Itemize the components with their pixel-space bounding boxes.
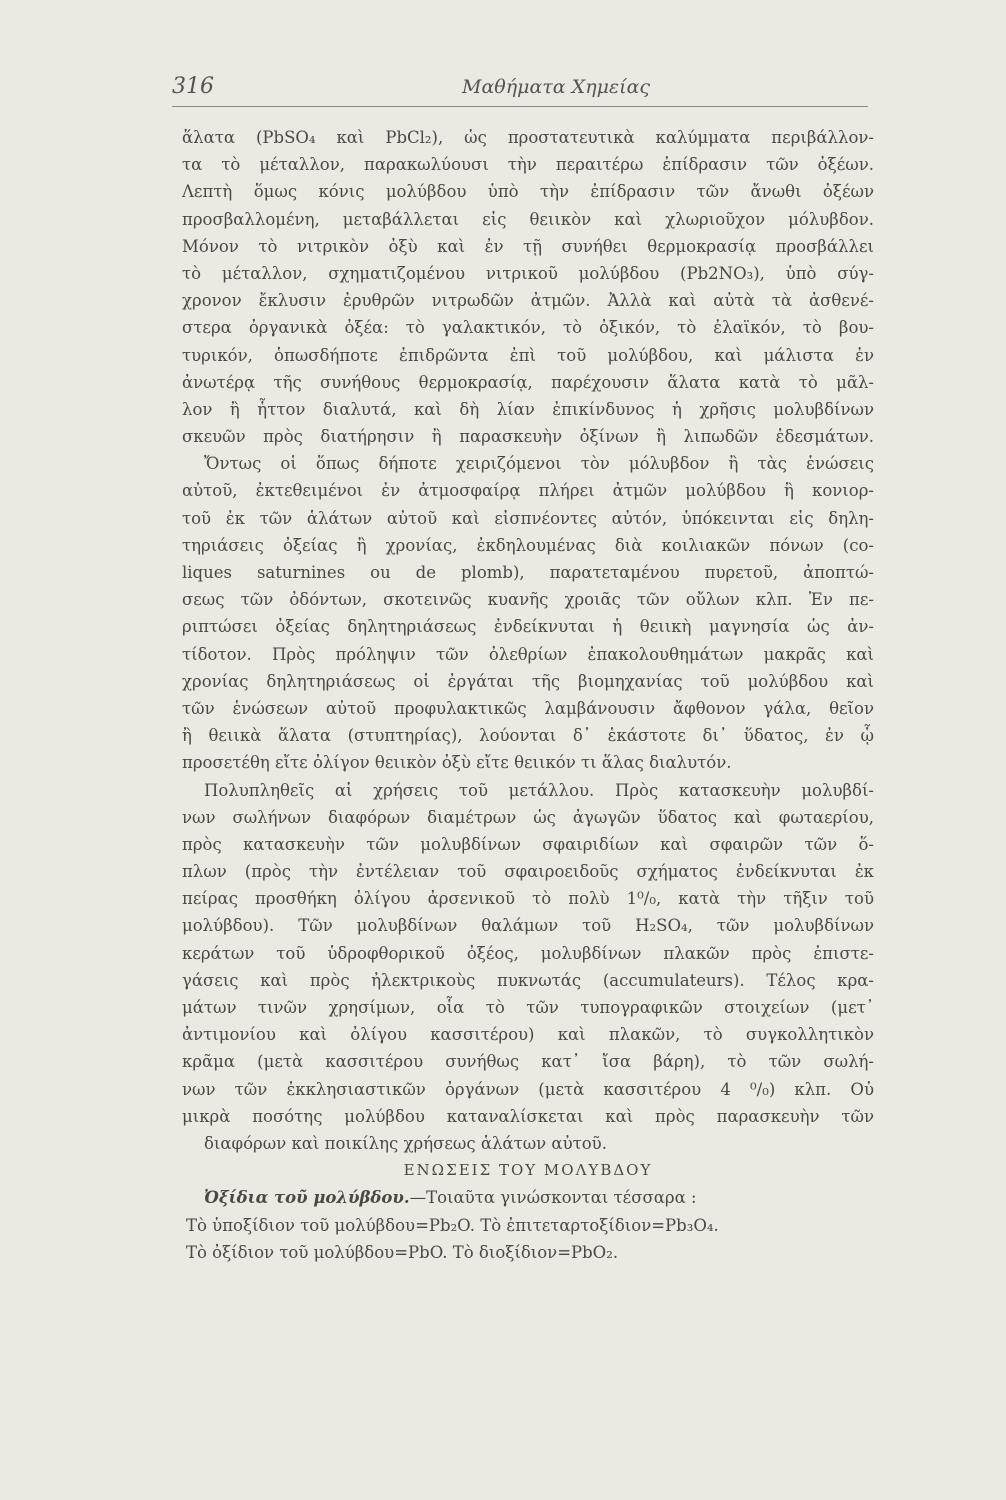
text-line: νων σωλήνων διαφόρων διαμέτρων ὡς ἀγωγῶν ὕδατος καὶ φωταερίου, — [182, 807, 874, 827]
formula-line: Τὸ ὑποξίδιον τοῦ μολύβδου=Pb₂O. Τὸ ἐπιτεταρτοξίδιον=Pb₃O₄. — [186, 1215, 719, 1235]
text-line: σκευῶν πρὸς διατήρησιν ἢ παρασκευὴν ὀξίνων ἢ λιπωδῶν ἐδεσμάτων. — [182, 427, 874, 447]
text-line: Ὄντως οἱ ὅπως δήποτε χειριζόμενοι τὸν μόλυβδον ἢ τὰς ἑνώσεις — [204, 454, 874, 474]
subheading-line — [182, 1184, 874, 1211]
text-line: Μόνον τὸ νιτρικὸν ὀξὺ καὶ ἐν τῇ συνήθει θερμοκρασίᾳ προσβάλλει — [182, 236, 874, 256]
text-line: προσβαλλομένη, μεταβάλλεται εἰς θειικὸν καὶ χλωριοῦχον μόλυβδον. — [182, 209, 874, 229]
subheading-title: Ὀξίδια τοῦ μολύβδου. — [204, 1188, 410, 1208]
text-line: κεράτων τοῦ ὑδροφθορικοῦ ὀξέος, μολυβδίνων πλακῶν πρὸς ἐπιστε- — [182, 943, 874, 963]
text-line: ἀνωτέρᾳ τῆς συνήθους θερμοκρασίᾳ, παρέχουσιν ἅλατα κατὰ τὸ μᾶλ- — [182, 372, 874, 392]
text-line: τίδοτον. Πρὸς πρόληψιν τῶν ὀλεθρίων ἐπακολουθημάτων μακρᾶς καὶ — [182, 644, 874, 664]
text-line: πρὸς κατασκευὴν τῶν μολυβδίνων σφαιριδίων καὶ σφαιρῶν τῶν ὅ- — [182, 834, 874, 854]
text-line: ἀντιμονίου καὶ ὀλίγου κασσιτέρου) καὶ πλακῶν, τὸ συγκολλητικὸν — [182, 1025, 874, 1045]
body-text — [182, 124, 874, 1266]
page-header — [172, 70, 868, 107]
text-line: νων τῶν ἐκκλησιαστικῶν ὀργάνων (μετὰ κασσιτέρου 4 ⁰/₀) κλπ. Οὐ — [182, 1079, 874, 1099]
running-title: Μαθήματα Χημείας — [462, 76, 651, 98]
text-line: ἅλατα (PbSO₄ καὶ PbCl₂), ὡς προστατευτικὰ καλύμματα περιβάλλον- — [182, 128, 874, 147]
text-line: γάσεις καὶ πρὸς ἠλεκτρικοὺς πυκνωτάς (accumulateurs). Τέλος κρα- — [182, 970, 874, 990]
text-line: μάτων τινῶν χρησίμων, οἷα τὸ τῶν τυπογραφικῶν στοιχείων (μετ᾽ — [182, 998, 874, 1017]
section-heading: ΕΝΩΣΕΙΣ ΤΟΥ ΜΟΛΥΒΔΟΥ — [403, 1161, 653, 1180]
text-line: τηριάσεις ὀξείας ἢ χρονίας, ἐκδηλουμένας διὰ κοιλιακῶν πόνων (co- — [182, 535, 874, 555]
text-line: τοῦ ἐκ τῶν ἁλάτων αὐτοῦ καὶ εἰσπνέοντες αὐτόν, ὑπόκεινται εἰς δηλη- — [182, 508, 874, 528]
text-line: Πολυπληθεῖς αἱ χρήσεις τοῦ μετάλλου. Πρὸς κατασκευὴν μολυβδί- — [204, 780, 874, 800]
page-number: 316 — [172, 74, 214, 99]
subheading-text: —Τοιαῦτα γινώσκονται τέσσαρα : — [409, 1188, 697, 1208]
text-line: πείρας προσθήκη ὀλίγου ἀρσενικοῦ τὸ πολὺ 1⁰/₀, κατὰ τὴν τῆξιν τοῦ — [182, 889, 874, 909]
text-line: αὐτοῦ, ἐκτεθειμένοι ἐν ἀτμοσφαίρᾳ πλήρει ἀτμῶν μολύβδου ἢ κονιορ- — [182, 481, 874, 501]
text-line: λον ἢ ἧττον διαλυτά, καὶ δὴ λίαν ἐπικίνδυνος ἡ χρῆσις μολυβδίνων — [182, 399, 874, 419]
text-line: ριπτώσει ὀξείας δηλητηριάσεως ἐνδείκνυται ἡ θειικὴ μαγνησία ὡς ἀν- — [182, 617, 874, 637]
text-line: στερα ὀργανικὰ ὀξέα: τὸ γαλακτικόν, τὸ ὀξικόν, τὸ ἐλαϊκόν, τὸ βου- — [182, 318, 874, 338]
text-line: σεως τῶν ὀδόντων, σκοτεινῶς κυανῆς χροιᾶς τῶν οὔλων κλπ. Ἐν πε- — [182, 590, 874, 610]
text-line: χρονον ἔκλυσιν ἐρυθρῶν νιτρωδῶν ἀτμῶν. Ἀλλὰ καὶ αὐτὰ τὰ ἀσθενέ- — [182, 291, 874, 311]
text-line: μολύβδου). Τῶν μολυβδίνων θαλάμων τοῦ H₂SO₄, τῶν μολυβδίνων — [182, 916, 874, 936]
formula-line: Τὸ ὀξίδιον τοῦ μολύβδου=PbO. Τὸ διοξίδιον=PbO₂. — [186, 1242, 619, 1262]
text-line: πλων (πρὸς τὴν ἐντέλειαν τοῦ σφαιροειδοῦς σχήματος ἐνδείκνυται ἐκ — [182, 862, 874, 882]
text-line: liques saturnines ou de plomb), παρατεταμένου πυρετοῦ, ἀποπτώ- — [182, 563, 874, 582]
text-line: χρονίας δηλητηριάσεως οἱ ἐργάται τῆς βιομηχανίας τοῦ μολύβδου καὶ — [182, 671, 874, 691]
text-line: διαφόρων καὶ ποικίλης χρήσεως ἁλάτων αὐτοῦ. — [204, 1133, 607, 1153]
text-line: τα τὸ μέταλλον, παρακωλύουσι τὴν περαιτέρω ἐπίδρασιν τῶν ὀξέων. — [182, 155, 874, 175]
text-line: μικρὰ ποσότης μολύβδου καταναλίσκεται καὶ πρὸς παρασκευὴν τῶν — [182, 1106, 874, 1126]
text-line: κρᾶμα (μετὰ κασσιτέρου συνήθως κατ᾽ ἴσα βάρη), τὸ τῶν σωλή- — [182, 1052, 874, 1072]
text-line: ἢ θειικὰ ἅλατα (στυπτηρίας), λούονται δ᾽ ἑκάστοτε δι᾽ ὕδατος, ἐν ᾧ — [182, 726, 874, 746]
text-line: τῶν ἑνώσεων αὐτοῦ προφυλακτικῶς λαμβάνουσιν ἄφθονον γάλα, θεῖον — [182, 698, 874, 718]
text-line: προσετέθη εἴτε ὀλίγον θειικὸν ὀξὺ εἴτε θειικόν τι ἅλας διαλυτόν. — [182, 753, 732, 773]
text-line: Λεπτὴ ὅμως κόνις μολύβδου ὑπὸ τὴν ἐπίδρασιν τῶν ἄνωθι ὀξέων — [182, 182, 874, 202]
text-line: τυρικόν, ὁπωσδήποτε ἐπιδρῶντα ἐπὶ τοῦ μολύβδου, καὶ μάλιστα ἐν — [182, 345, 874, 365]
text-line: τὸ μέταλλον, σχηματιζομένου νιτρικοῦ μολύβδου (Pb2NO₃), ὑπὸ σύγ- — [182, 263, 874, 283]
